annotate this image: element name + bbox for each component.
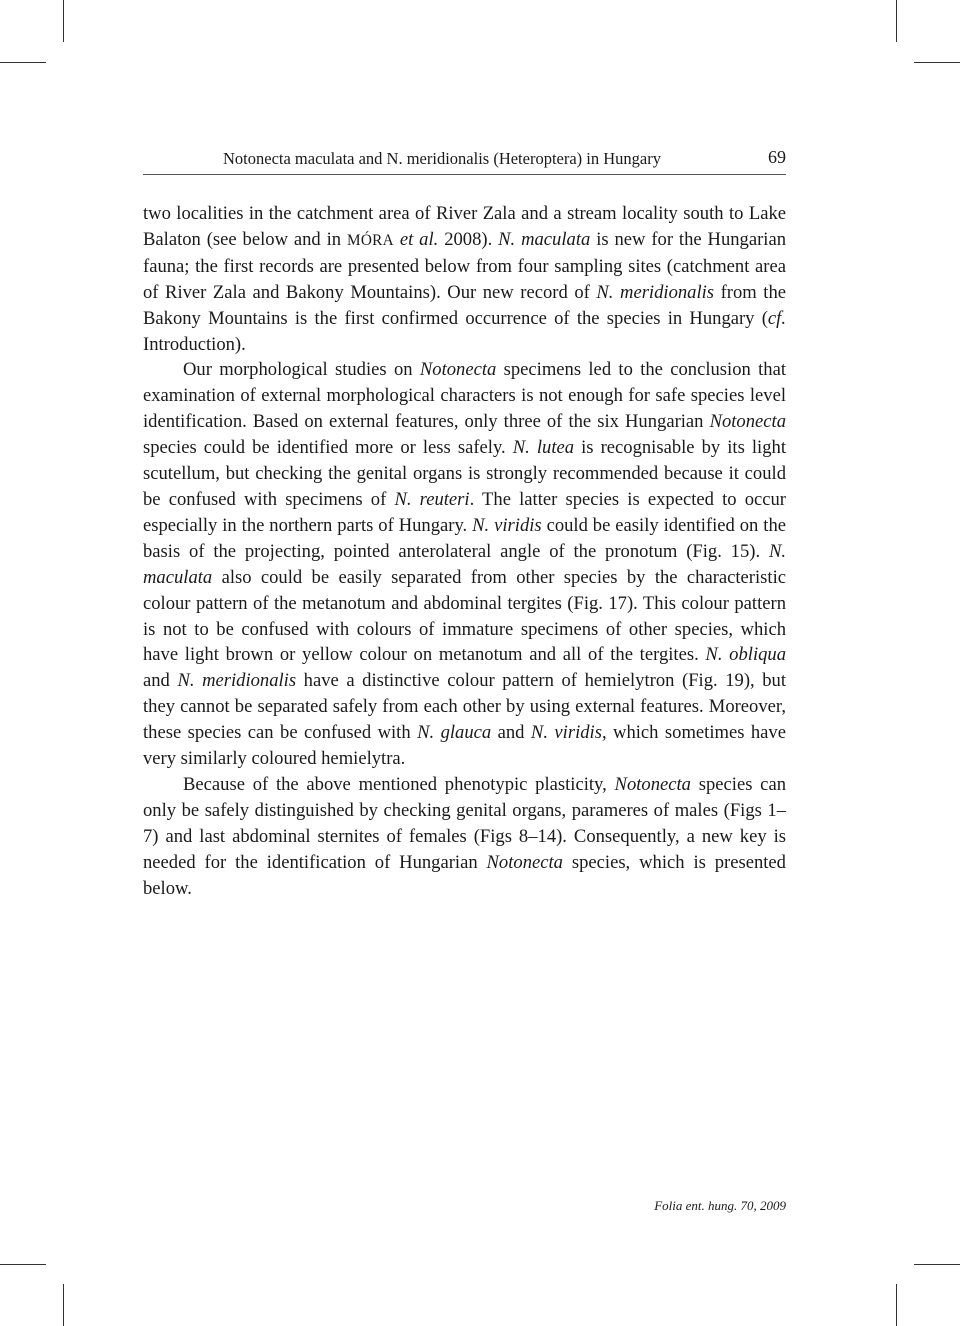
text-run: 2008).	[438, 228, 499, 250]
text-run: is recognisable by its light scutellum, but checking the genital organs is strongly recommended because it could be confused with specimens of	[143, 437, 786, 510]
species-name: N. reuteri	[394, 488, 470, 510]
genus-name: Notonecta	[486, 851, 563, 873]
text-run: species can only be safely distinguished by checking genital organs, parameres of males (Figs 1–7) and last abdominal sternites of females (Figs 8–14). Consequently, a new key is needed for the identification of Hungarian	[143, 773, 786, 873]
crop-mark-bottom-right-h	[914, 1264, 960, 1265]
genus-name: Notonecta	[709, 411, 786, 433]
paragraph-3	[143, 772, 786, 902]
crop-mark-top-right	[896, 0, 897, 42]
text-run: is new for the Hungarian fauna; the first records are presented below from four sampling sites (catchment area of River Zala and Bakony Mountains). Our new record of	[143, 228, 787, 303]
text-run: specimens led to the conclusion that examination of external morphological characters is not enough for safe species level identification. Based on external features, only three of the six Hungarian	[143, 359, 786, 433]
text-run: Introduction).	[143, 333, 246, 355]
running-title: Notonecta maculata and N. meridionalis (Heteroptera) in Hungary	[223, 149, 661, 168]
text-run: species could be identified more or less safely.	[143, 437, 513, 459]
author-smallcaps: MÓRA	[346, 231, 394, 249]
italic-cf: cf.	[767, 307, 786, 329]
text-run: two localities in the catchment area of River Zala and a stream locality south to Lake Balaton (see below and in	[143, 203, 786, 250]
genus-name: Notonecta	[419, 359, 497, 381]
crop-mark-bottom-left	[63, 1284, 64, 1326]
crop-mark-bottom-left-h	[0, 1264, 46, 1265]
text-run: . The latter species is expected to occur especially in the northern parts of Hungary.	[143, 488, 786, 536]
species-name: N. lutea	[512, 437, 575, 459]
page-number: 69	[768, 147, 786, 167]
paragraph-2	[143, 357, 786, 772]
text-run: species, which is presented below.	[143, 851, 786, 899]
species-name: N. maculata	[498, 228, 591, 250]
text-run: also could be easily separated from other species by the characteristic colour pattern of the metanotum and abdominal tergites (Fig. 17). This colour pattern is not to be confused with colours of immature specimens of other species, which have light brown or yellow colour on metanotum and all of the tergites.	[143, 566, 786, 666]
species-name: N. viridis	[530, 722, 602, 744]
text-run: from the Bakony Mountains is the first confirmed occurrence of the species in Hungary (	[143, 281, 787, 329]
species-name: N. glauca	[417, 722, 492, 744]
species-name: N. obliqua	[705, 644, 786, 666]
journal-footer: Folia ent. hung. 70, 2009	[654, 1198, 786, 1213]
crop-mark-top-left-h	[0, 62, 46, 63]
species-name: N. meridionalis	[596, 281, 715, 303]
species-name: N. maculata	[143, 540, 786, 588]
paragraph-1	[143, 201, 786, 357]
crop-mark-top-left	[63, 0, 64, 42]
crop-mark-bottom-right	[896, 1284, 897, 1326]
italic-etal: et al.	[399, 228, 439, 250]
text-run: could be easily identified on the basis of the projecting, pointed anterolateral angle of the pronotum (Fig. 15).	[143, 514, 786, 562]
text-run: and	[491, 722, 531, 744]
text-run: Because of the above mentioned phenotypic plasticity,	[183, 773, 615, 795]
running-head	[143, 147, 786, 171]
text-run: , which sometimes have very similarly coloured hemielytra.	[143, 722, 786, 770]
species-name: N. viridis	[472, 514, 542, 536]
crop-mark-top-right-h	[914, 62, 960, 63]
species-name: N. meridionalis	[177, 670, 297, 692]
body-text	[143, 201, 786, 901]
genus-name: Notonecta	[614, 773, 691, 795]
header-rule	[143, 174, 786, 175]
text-run: and	[143, 670, 178, 692]
text-run: Our morphological studies on	[183, 359, 420, 381]
text-run: have a distinctive colour pattern of hemielytron (Fig. 19), but they cannot be separated safely from each other by using external features. Moreover, these species can be confused with	[143, 670, 786, 744]
